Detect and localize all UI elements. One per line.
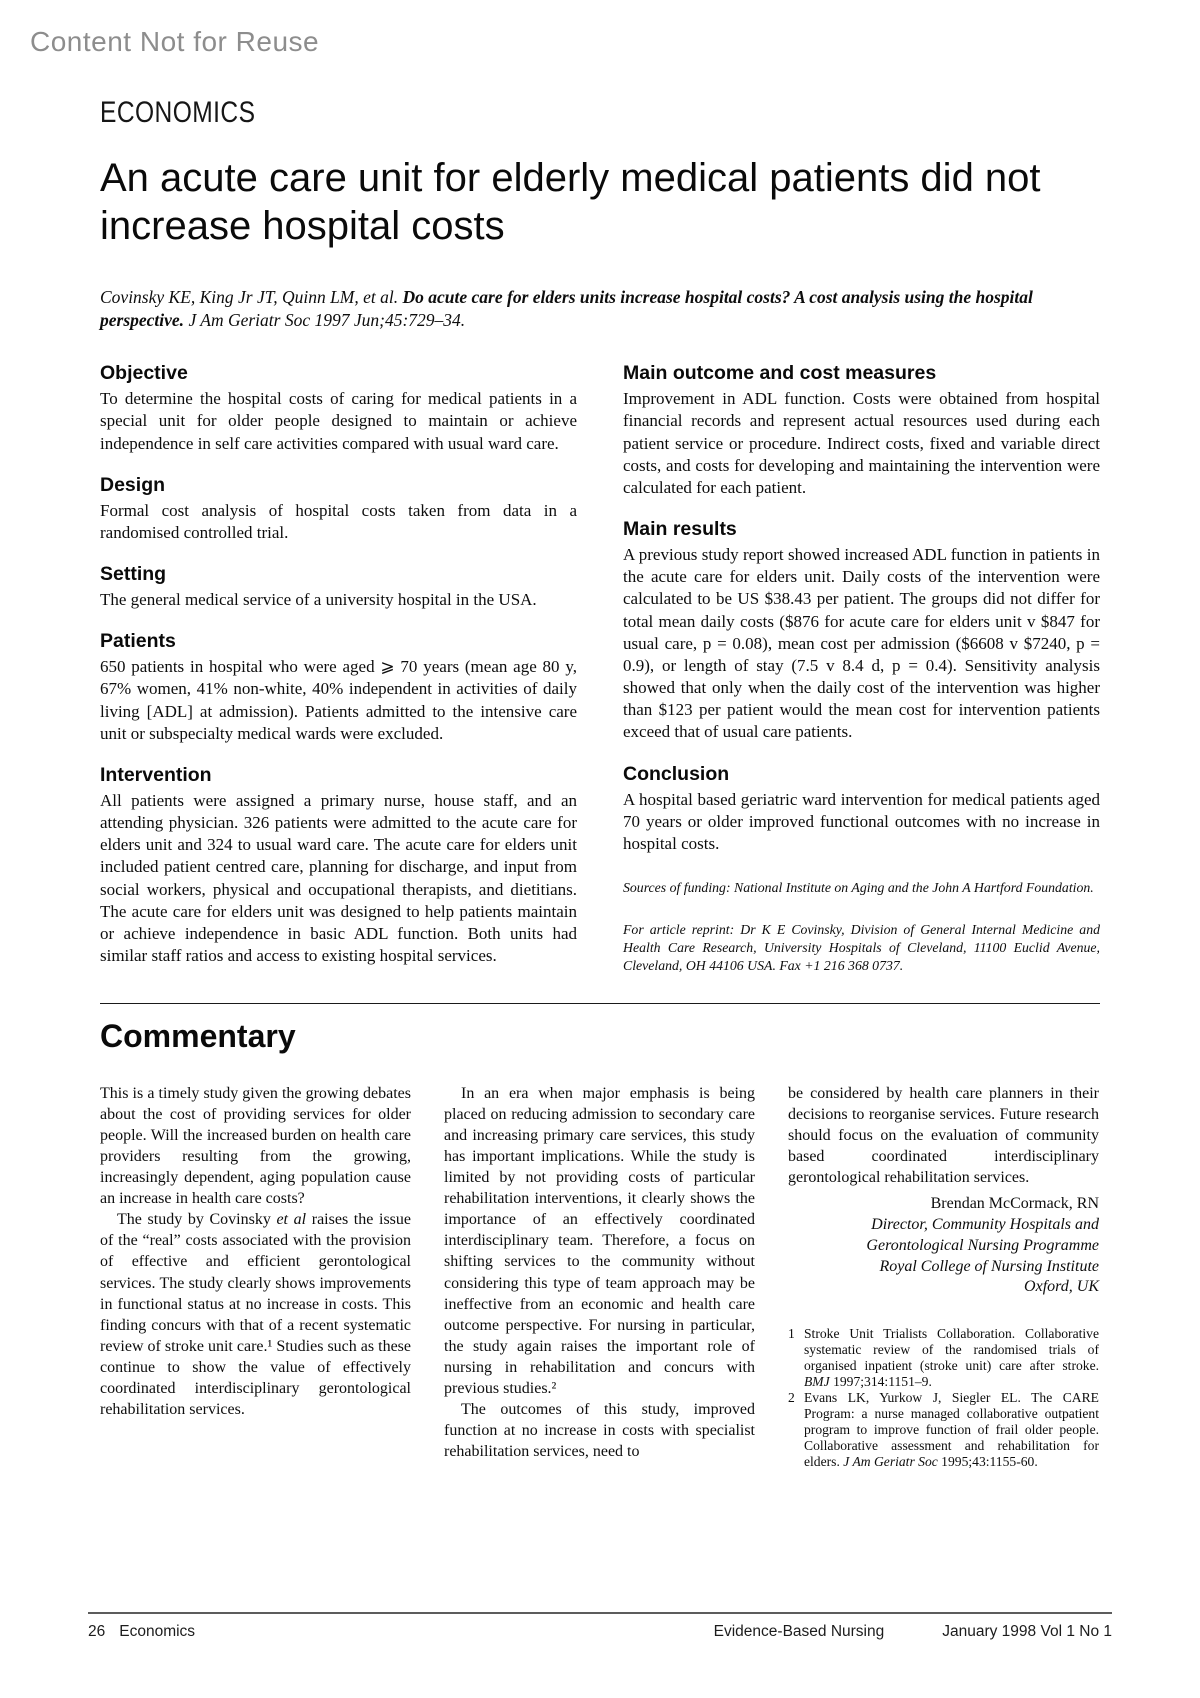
reference-journal: BMJ xyxy=(804,1374,830,1390)
commentary-paragraph: This is a timely study given the growing debates about the cost of providing services for older people. Will the increased burden on health care providers resulting from the growing, increasingly dependent, aging population cause an increase in health care costs? xyxy=(100,1084,411,1208)
watermark-content-not-for-reuse: Content Not for Reuse xyxy=(30,26,320,57)
section-heading: Main outcome and cost measures xyxy=(623,362,937,385)
section-setting xyxy=(100,563,577,611)
reference-item xyxy=(788,1326,1099,1390)
commentary-paragraph: be considered by health care planners in their decisions to reorganise services. Future research should focus on the evaluation of community based coordinated interdisciplinary gerontological rehabilitation services. xyxy=(788,1084,1099,1187)
section-heading: Objective xyxy=(100,362,188,385)
journal-name: Evidence-Based Nursing xyxy=(713,1623,885,1640)
commentary-paragraph: The outcomes of this study, improved function at no increase in costs with specialist rehabilitation services, need to xyxy=(444,1401,755,1461)
footer-left xyxy=(88,1623,209,1641)
commentator-location: Oxford, UK xyxy=(1024,1278,1099,1296)
commentary-paragraph: In an era when major emphasis is being placed on reducing admission to secondary care and increasing primary care services, this study has important implications. While the study is limited by not providing costs of particular rehabilitation interventions, it clearly shows the importance of an effectively coordinated interdisciplinary team. Therefore, a focus on shifting services to the community without considering this type of team approach may be ineffective from an economic and health care outcome perspective. For nursing in particular, the study again raises the important role of nursing in rehabilitation and concurs with previous studies.² xyxy=(444,1084,755,1398)
commentary-text: The study by Covinsky xyxy=(117,1211,277,1229)
commentator-role: Director, Community Hospitals and xyxy=(871,1215,1099,1233)
reference-text xyxy=(804,1326,1099,1390)
section-heading: Design xyxy=(100,473,166,496)
citation xyxy=(100,286,1085,332)
citation-authors: Covinsky KE, King Jr JT, Quinn LM, et al. xyxy=(100,287,403,307)
commentator-name: Brendan McCormack, RN xyxy=(930,1195,1099,1213)
section-body: The general medical service of a university hospital in the USA. xyxy=(100,590,537,610)
commentary-column-3 xyxy=(788,1083,1099,1471)
footer-right xyxy=(656,1623,1112,1641)
commentary-column-1 xyxy=(100,1083,411,1471)
section-heading: Patients xyxy=(100,630,176,653)
commentary-columns xyxy=(100,1083,1100,1471)
issue-info: January 1998 Vol 1 No 1 xyxy=(942,1623,1112,1640)
funding-note: Sources of funding: National Institute on Aging and the John A Hartford Foundation. xyxy=(623,880,1094,896)
et-al-italic: et al xyxy=(276,1211,307,1229)
abstract-right-column xyxy=(623,362,1100,988)
section-heading: Main results xyxy=(623,518,737,541)
section-divider xyxy=(100,1003,1100,1004)
reference-citation: Evans LK, Yurkow J, Siegler EL. The CARE Program: a nurse managed collaborative outpatient program to improve function of frail older people. Collaborative assessment and rehabilitation for elders. xyxy=(804,1390,1099,1470)
section-patients xyxy=(100,630,577,745)
citation-article-title: Do acute care for elders units increase hospital costs? A cost analysis using the hospital perspective. xyxy=(100,287,1033,331)
commentary-paragraph xyxy=(100,1209,411,1420)
section-main-results xyxy=(623,518,1100,744)
section-body: A previous study report showed increased ADL function in patients in the acute care for elders unit. Daily costs of the intervention were calculated to be US $38.43 per patient. The groups did not differ for total mean daily costs ($876 for acute care for elders unit v $847 for usual care, p = 0.08), mean cost per admission ($6608 v $7240, p = 0.9), or length of stay (7.5 v 8.4 d, p = 0.4). Sensitivity analysis showed that only when the daily cost of the intervention was higher than $123 per patient would the mean cost for intervention patients exceed that of usual care patients. xyxy=(623,545,1100,742)
section-kicker: ECONOMICS xyxy=(100,96,256,129)
section-heading: Intervention xyxy=(100,763,212,786)
section-body: 650 patients in hospital who were aged ⩾ 70 years (mean age 80 y, 67% women, 41% non-white, 40% independent in activities of daily living [ADL] at admission). Patients admitted to the intensive care unit or subspecialty medical wards were excluded. xyxy=(100,657,577,743)
article-content xyxy=(100,0,1100,1470)
commentary-column-2 xyxy=(444,1083,755,1471)
footer-text-row xyxy=(88,1623,1112,1641)
commentary-text: raises the issue of the “real” costs associated with the provision of effective and efficient gerontological services. The study clearly shows improvements in functional status at no increase in costs. This finding concurs with that of a recent systematic review of stroke unit care.¹ Studies such as these continue to show the value of effectively coordinated interdisciplinary gerontological rehabilitation services. xyxy=(100,1211,411,1419)
section-heading: Setting xyxy=(100,563,167,586)
commentator-institute: Royal College of Nursing Institute xyxy=(879,1257,1099,1275)
page-footer xyxy=(88,1612,1112,1641)
reference-number: 1 xyxy=(788,1326,795,1342)
section-intervention xyxy=(100,764,577,967)
section-design xyxy=(100,474,577,544)
commentator-programme: Gerontological Nursing Programme xyxy=(866,1236,1099,1254)
reference-list xyxy=(788,1326,1099,1470)
reference-item xyxy=(788,1390,1099,1470)
reprint-note: For article reprint: Dr K E Covinsky, Division of General Internal Medicine and Health Care Research, University Hospitals of Cleveland, 11100 Euclid Avenue, Cleveland, OH 44106 USA. Fax +1 216 368 0737. xyxy=(623,922,1100,973)
section-body: Formal cost analysis of hospital costs taken from data in a randomised controlled trial. xyxy=(100,500,577,542)
reference-text xyxy=(804,1390,1099,1470)
section-objective xyxy=(100,362,577,455)
commentary-heading: Commentary xyxy=(100,1017,296,1054)
section-conclusion xyxy=(623,763,1100,856)
section-main-outcome xyxy=(623,362,1100,499)
structured-abstract xyxy=(100,362,1100,988)
section-body: A hospital based geriatric ward intervention for medical patients aged 70 years or older improved functional outcomes with no increase in hospital costs. xyxy=(623,789,1100,853)
reference-journal: J Am Geriatr Soc xyxy=(843,1454,938,1470)
section-heading: Conclusion xyxy=(623,762,730,785)
footer-section-label: Economics xyxy=(119,1623,196,1640)
reference-number: 2 xyxy=(788,1390,795,1406)
reference-pages: 1995;43:1155-60. xyxy=(937,1454,1038,1470)
reference-citation: Stroke Unit Trialists Collaboration. Collaborative systematic review of the randomised trials of organised inpatient (stroke unit) care after stroke. xyxy=(804,1326,1099,1374)
footer-divider xyxy=(88,1612,1112,1614)
citation-journal: J Am Geriatr Soc 1997 Jun;45:729–34. xyxy=(188,310,466,331)
author-signature xyxy=(788,1194,1099,1298)
section-body: All patients were assigned a primary nurse, house staff, and an attending physician. 326 patients were admitted to the acute care for elders unit and 324 to usual ward care. The acute care for elders unit included patient centred care, planning for discharge, and input from social workers, physical and occupational therapists, and dietitians. The acute care for elders unit was designed to help patients maintain or achieve independence in basic ADL function. Both units had similar staff ratios and access to existing hospital services. xyxy=(100,790,577,966)
abstract-left-column xyxy=(100,362,577,988)
page-title: An acute care unit for elderly medical patients did not increase hospital costs xyxy=(100,156,1041,248)
section-body: To determine the hospital costs of caring for medical patients in a special unit for older people designed to maintain or achieve independence in self care activities compared with usual ward care. xyxy=(100,389,577,453)
section-body: Improvement in ADL function. Costs were obtained from hospital financial records and represent actual resources used during each patient service or procedure. Indirect costs, fixed and variable direct costs, and costs for developing and maintaining the intervention were calculated for each patient. xyxy=(623,389,1100,497)
page-number: 26 xyxy=(88,1623,106,1640)
reference-pages: 1997;314:1151–9. xyxy=(829,1374,932,1390)
